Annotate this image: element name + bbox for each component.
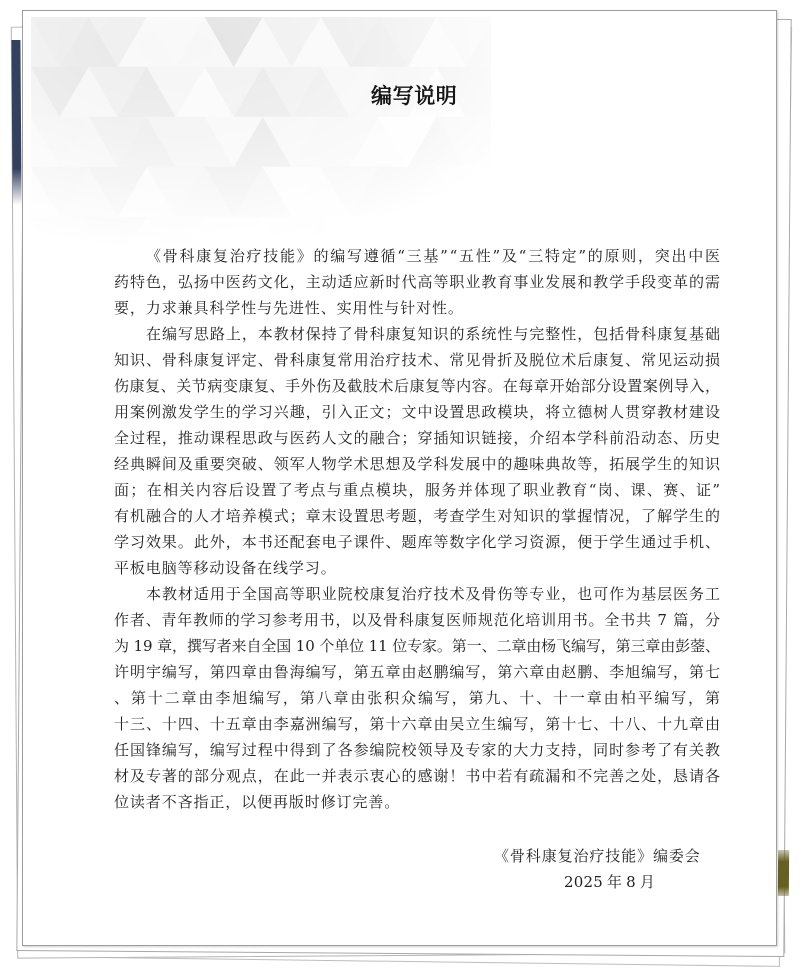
paragraph-line: 十三、十四、十五章由李嘉洲编写，第十六章由吴立生编写，第十七、十八、十九章由: [114, 715, 721, 733]
page-title: 编写说明: [371, 84, 458, 108]
paragraph-line: 任国锋编写，编写过程中得到了各参编院校领导及专家的大力支持，同时参考了有关教: [114, 741, 721, 759]
paragraph-1: [114, 243, 720, 321]
paragraph-3: [114, 581, 720, 815]
paragraph-line: 面；在相关内容后设置了考点与重点模块，服务并体现了职业教育“岗、课、赛、证”: [114, 481, 722, 499]
document-page: [22, 10, 777, 946]
cover-edge-left: [11, 40, 21, 205]
paragraph-line: 、第十二章由李旭编写，第八章由张积众编写，第九、十、十一章由柏平编写，第: [114, 689, 722, 707]
paragraph-line: 要，力求兼具科学性与先进性、实用性与针对性。: [114, 299, 464, 317]
paragraph-line: 药特色，弘扬中医药文化，主动适应新时代高等职业教育事业发展和教学手段变革的需: [114, 273, 721, 291]
paragraph-line: 全过程，推动课程思政与医药人文的融合；穿插知识链接，介绍本学科前沿动态、历史: [114, 429, 721, 447]
paragraph-line: 作者、青年教师的学习参考用书，以及骨科康复医师规范化培训用书。全书共 7 篇，分: [114, 611, 721, 629]
paragraph-line: 经典瞬间及重要突破、领军人物学术思想及学科发展中的趣味典故等，拓展学生的知识: [114, 455, 721, 473]
background-pattern: [31, 17, 491, 257]
paragraph-line: 为 19 章，撰写者来自全国 10 个单位 11 位专家。第一、二章由杨飞编写，第三章由彭蓥、: [114, 637, 720, 655]
paragraph-line: 有机融合的人才培养模式；章末设置思考题，考查学生对知识的掌握情况，了解学生的: [114, 507, 721, 525]
body-text: [114, 243, 720, 815]
paragraph-2: [114, 321, 720, 581]
signature-date: 2025 年 8 月: [564, 873, 656, 891]
paragraph-line: 在编写思路上，本教材保持了骨科康复知识的系统性与完整性，包括骨科康复基础: [146, 325, 721, 343]
paragraph-line: 许明宇编写，第四章由鲁海编写，第五章由赵鹏编写，第六章由赵鹏、李旭编写，第七: [114, 663, 721, 681]
pattern-triangles: [31, 17, 491, 257]
paragraph-line: 学习效果。此外，本书还配套电子课件、题库等数字化学习资源，便于学生通过手机、: [114, 533, 721, 551]
paragraph-line: 材及专著的部分观点，在此一并表示衷心的感谢！书中若有疏漏和不完善之处，恳请各: [114, 767, 721, 785]
signature-committee: 《骨科康复治疗技能》编委会: [494, 847, 701, 865]
paragraph-line: 伤康复、关节病变康复、手外伤及截肢术后康复等内容。在每章开始部分设置案例导入，: [114, 377, 721, 395]
cover-edge-right: [778, 850, 789, 896]
paragraph-line: 平板电脑等移动设备在线学习。: [114, 559, 337, 577]
paragraph-line: 本教材适用于全国高等职业院校康复治疗技术及骨伤等专业，也可作为基层医务工: [146, 585, 721, 603]
paragraph-line: 用案例激发学生的学习兴趣，引入正文；文中设置思政模块，将立德树人贯穿教材建设: [114, 403, 721, 421]
paragraph-line: 知识、骨科康复评定、骨科康复常用治疗技术、常见骨折及脱位术后康复、常见运动损: [114, 351, 721, 369]
paragraph-line: 位读者不吝指正，以便再版时修订完善。: [114, 793, 401, 811]
paragraph-line: 《骨科康复治疗技能》的编写遵循“三基”“五性”及“三特定”的原则，突出中医: [146, 247, 722, 265]
